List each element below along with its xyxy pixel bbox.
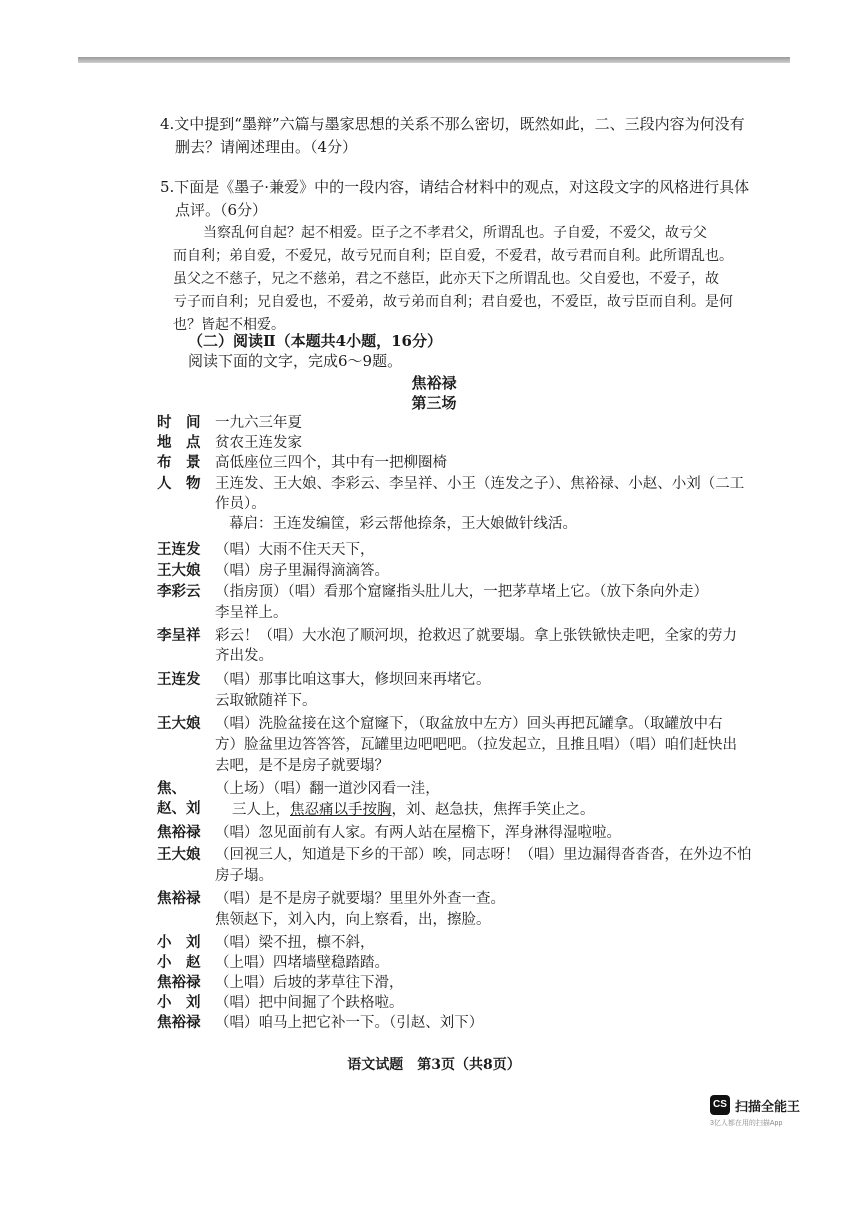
quote-line: 当察乱何自起？起不相爱。臣子之不孝君父，所谓乱也。子自爱，不爱父，故亏父 <box>203 225 707 241</box>
stage-text: ，刘、赵急扶，焦挥手笑止之。 <box>391 802 595 818</box>
dialogue-line <box>157 626 767 646</box>
dialogue-line <box>157 1013 767 1033</box>
speaker: 王大娘 <box>157 846 201 863</box>
page-footer: 语文试题 第3页（共8页） <box>347 1057 521 1073</box>
info-label: 时 间 <box>157 414 201 431</box>
stage-direction: 李呈祥上。 <box>215 605 288 621</box>
dialogue-line <box>157 993 767 1013</box>
line-text: （唱）是不是房子就要塌？里里外外查一查。 <box>215 891 505 907</box>
line-continuation: 去吧，是不是房子就要塌？ <box>215 758 389 774</box>
dialogue-line <box>157 823 767 843</box>
underlined-phrase: 焦忍痛以手按胸 <box>290 802 392 818</box>
info-text: 贫农王连发家 <box>215 435 302 451</box>
line-text: （上唱）后坡的茅草往下滑， <box>215 975 404 991</box>
speaker: 小 刘 <box>157 994 201 1011</box>
info-label: 人 物 <box>157 475 201 492</box>
speaker: 焦裕禄 <box>157 890 201 907</box>
speaker: 焦、赵、刘 <box>157 780 201 817</box>
info-row <box>157 474 767 494</box>
scene-title: 第三场 <box>411 394 457 412</box>
dialogue-line <box>157 670 767 690</box>
speaker: 小 刘 <box>157 934 201 951</box>
dialogue-line <box>157 889 767 909</box>
question-5-line1: 5.下面是《墨子·兼爱》中的一段内容，请结合材料中的观点，对这段文字的风格进行具体 <box>160 178 750 196</box>
quote-line: 虽父之不慈子，兄之不慈弟，君之不慈臣，此亦天下之所谓乱也。父自爱也，不爱子，故 <box>173 271 719 287</box>
line-text: （唱）忽见面前有人家。有两人站在屋檐下，浑身淋得湿啦啦。 <box>215 825 621 841</box>
line-text: （唱）梁不扭，檩不斜， <box>215 935 375 951</box>
line-continuation: 房子塌。 <box>215 868 273 884</box>
question-5 <box>160 176 760 222</box>
stage-direction: 幕启：王连发编筐，彩云帮他捺条，王大娘做针线活。 <box>229 516 577 532</box>
info-text: 高低座位三四个，其中有一把柳圈椅 <box>215 455 447 471</box>
stage-direction: 云取锨随祥下。 <box>215 693 317 709</box>
speaker: 王大娘 <box>157 715 201 732</box>
speaker: 小 赵 <box>157 954 201 971</box>
watermark-name: 扫描全能王 <box>735 1099 801 1114</box>
question-4-line2: 删去？请阐述理由。（4分） <box>175 138 358 156</box>
quote-line: 亏子而自利；兄自爱也，不爱弟，故亏弟而自利；君自爱也，不爱臣，故亏臣而自利。是何 <box>173 294 733 310</box>
speaker: 李彩云 <box>157 583 201 600</box>
section-heading: （二）阅读Ⅱ（本题共4小题，16分） <box>188 332 442 350</box>
info-row <box>157 433 767 453</box>
quote-line: 而自利；弟自爱，不爱兄，故亏兄而自利；臣自爱，不爱君，故亏君而自利。此所谓乱也。 <box>173 248 733 264</box>
line-text: （唱）洗脸盆接在这个窟窿下，（取盆放中左方）回头再把瓦罐拿。（取罐放中右 <box>215 716 723 732</box>
dialogue-line <box>157 973 767 993</box>
line-text: （指房顶）（唱）看那个窟窿指头肚儿大，一把茅草堵上它。（放下条向外走） <box>215 584 708 600</box>
line-text: （上场）（唱）翻一道沙冈看一洼， <box>215 781 440 797</box>
speaker: 李呈祥 <box>157 627 201 644</box>
stage-direction <box>232 800 792 820</box>
line-text: （回视三人，知道是下乡的干部）唉，同志呀！（唱）里边漏得沓沓沓，在外边不怕 <box>215 847 752 863</box>
question-5-line2: 点评。（6分） <box>175 201 268 219</box>
cast-continuation: 作员）。 <box>215 496 266 512</box>
info-row <box>157 453 767 473</box>
speaker: 焦裕禄 <box>157 824 201 841</box>
dialogue-line <box>157 561 767 581</box>
speaker: 王大娘 <box>157 562 201 579</box>
camscanner-logo-icon: CS <box>710 1095 730 1115</box>
line-text: （唱）咱马上把它补一下。（引赵、刘下） <box>215 1015 484 1031</box>
info-text: 王连发、王大娘、李彩云、李呈祥、小王（连发之子）、焦裕禄、小赵、小刘（二工 <box>215 476 745 492</box>
line-text: （唱）房子里漏得滴滴答。 <box>215 563 389 579</box>
question-4-line1: 4.文中提到“墨辩”六篇与墨家思想的关系不那么密切，既然如此，二、三段内容为何没有 <box>160 115 745 133</box>
quote-line: 也？皆起不相爱。 <box>173 317 285 333</box>
watermark-subtitle: 3亿人都在用的扫描App <box>710 1120 783 1127</box>
info-label: 布 景 <box>157 454 201 471</box>
scan-top-edge <box>78 57 790 63</box>
line-continuation: 方）脸盆里边答答答，瓦罐里边吧吧吧。（拉发起立，且推且唱）（唱）咱们赶快出 <box>215 737 737 753</box>
dialogue-line <box>157 540 767 560</box>
info-text: 一九六三年夏 <box>215 415 302 431</box>
speaker: 王连发 <box>157 671 201 688</box>
dialogue-line <box>157 845 767 865</box>
speaker: 焦裕禄 <box>157 974 201 991</box>
line-text: 彩云！（唱）大水泡了顺河坝，抢救迟了就要塌。拿上张铁锨快走吧，全家的劳力 <box>215 628 737 644</box>
question-4 <box>160 113 760 159</box>
dialogue-line <box>157 582 767 602</box>
section-instruction: 阅读下面的文字，完成6～9题。 <box>188 352 403 370</box>
line-continuation: 齐出发。 <box>215 648 273 664</box>
play-title: 焦裕禄 <box>411 374 457 392</box>
mozi-quote <box>173 222 773 337</box>
line-text: （唱）那事比咱这事大，修坝回来再堵它。 <box>215 672 491 688</box>
line-text: （唱）把中间掘了个趺格啦。 <box>215 995 404 1011</box>
info-label: 地 点 <box>157 434 201 451</box>
info-row <box>157 413 767 433</box>
stage-direction: 焦领赵下，刘入内，向上察看，出，擦脸。 <box>215 912 491 928</box>
dialogue-line <box>157 933 767 953</box>
line-text: （唱）大雨不住天天下， <box>215 542 375 558</box>
line-text: （上唱）四堵墙壁稳踏踏。 <box>215 955 389 971</box>
dialogue-line <box>157 953 767 973</box>
speaker: 王连发 <box>157 541 201 558</box>
stage-text: 三人上， <box>232 802 290 818</box>
speaker: 焦裕禄 <box>157 1014 201 1031</box>
dialogue-line <box>157 714 767 734</box>
